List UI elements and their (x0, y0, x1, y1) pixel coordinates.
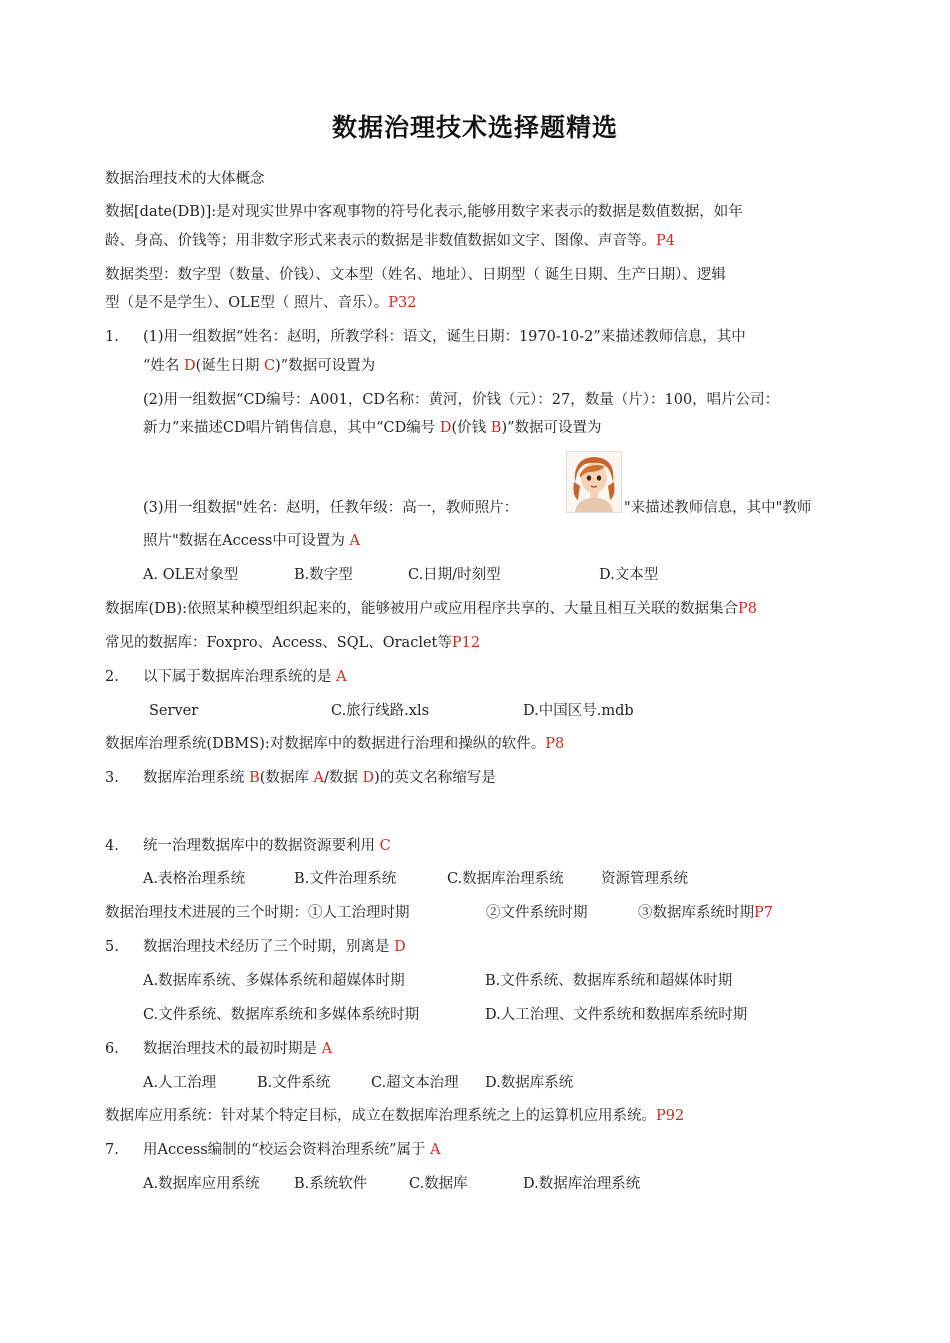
option: B.数字型 (294, 567, 353, 583)
q1-part3-line1-b: "来描述教师信息，其中"教师 (624, 500, 812, 516)
answer: D (362, 770, 375, 786)
option: B.文件治理系统 (294, 871, 397, 887)
stages-definition-a: 数据治理技术进展的三个时期：①人工治理时期 (105, 905, 410, 921)
option: D.数据库系统 (485, 1075, 574, 1091)
answer: B (249, 770, 260, 786)
dbms-definition: 数据库治理系统(DBMS):对数据库中的数据进行治理和操纵的软件。P8 (105, 736, 565, 752)
page-reference: P32 (388, 295, 417, 311)
answer: A (313, 770, 325, 786)
question-text: 数据治理技术经历了三个时期，别离是 D (143, 939, 406, 955)
answer: B (490, 420, 502, 436)
question-number: 3. (105, 770, 119, 786)
question-number: 1. (105, 329, 119, 345)
section-heading: 数据治理技术的大体概念 (105, 171, 265, 187)
teacher-photo-avatar (566, 451, 622, 513)
answer: D (439, 420, 452, 436)
answer: A (336, 669, 347, 685)
page-reference: P92 (656, 1108, 685, 1124)
option: A. OLE对象型 (143, 567, 239, 583)
question-number: 2. (105, 669, 119, 685)
answer: D (184, 358, 196, 374)
question-number: 4. (105, 838, 119, 854)
question-text: 数据库治理系统 B(数据库 A/数据 D)的英文名称缩写是 (143, 770, 496, 786)
question-number: 7. (105, 1142, 119, 1158)
option: 资源管理系统 (601, 871, 688, 887)
option: C.超文本治理 (371, 1075, 459, 1091)
page-reference: P8 (737, 601, 757, 617)
stages-definition-b: ②文件系统时期 (486, 905, 588, 921)
question-number: 5. (105, 939, 119, 955)
answer: A (321, 1041, 333, 1057)
option: B.系统软件 (294, 1176, 368, 1192)
data-types-line1: 数据类型：数字型（数量、价钱）、文本型（姓名、地址）、日期型（ 诞生日期、生产日期）、逻辑 (105, 267, 726, 283)
option: C.数据库治理系统 (447, 871, 564, 887)
common-databases: 常见的数据库：Foxpro、Access、SQL、Oraclet等P12 (105, 635, 481, 651)
page-reference: P4 (656, 233, 675, 249)
option: A.数据库应用系统 (143, 1176, 260, 1192)
page-reference: P7 (754, 905, 773, 921)
answer: A (430, 1142, 441, 1158)
option: D.人工治理、文件系统和数据库系统时期 (485, 1007, 748, 1023)
option: D.中国区号.mdb (523, 703, 634, 719)
option: C.数据库 (409, 1176, 468, 1192)
data-definition-line2: 龄、身高、价钱等；用非数字形式来表示的数据是非数值数据如文字、图像、声音等。P4 (105, 233, 675, 249)
answer: A (349, 533, 360, 549)
option: A.数据库系统、多媒体系统和超媒体时期 (143, 973, 405, 989)
option: D.文本型 (599, 567, 659, 583)
option: C.旅行线路.xls (331, 703, 430, 719)
database-definition: 数据库(DB):依照某种模型组织起来的，能够被用户或应用程序共享的、大量且相互关联的数据集合P8 (105, 601, 757, 617)
answer: C (263, 358, 276, 374)
question-number: 6. (105, 1041, 119, 1057)
option: C.日期/时刻型 (408, 567, 501, 583)
option: Server (149, 703, 199, 719)
q1-part1-line1: (1)用一组数据“姓名：赵明，所教学科：语文，诞生日期：1970-10-2”来描述教师信息，其中 (143, 329, 746, 345)
data-types-line2: 型（是不是学生）、OLE型（ 照片、音乐）。P32 (105, 295, 417, 311)
page-reference: P8 (545, 736, 565, 752)
document-title: 数据治理技术选择题精选 (331, 113, 618, 142)
stages-definition-c: ③数据库系统时期P7 (638, 905, 773, 921)
answer: D (394, 939, 406, 955)
page-reference: P12 (451, 635, 481, 651)
option: B.文件系统 (257, 1075, 331, 1091)
option: B.文件系统、数据库系统和超媒体时期 (485, 973, 733, 989)
option: A.人工治理 (143, 1075, 217, 1091)
application-system-definition: 数据库应用系统：针对某个特定目标，成立在数据库治理系统之上的运算机应用系统。P92 (105, 1108, 685, 1124)
answer: C (379, 838, 391, 854)
question-text: 用Access编制的“校运会资料治理系统”属于 A (143, 1142, 441, 1158)
q1-part2-line2: 新力”来描述CD唱片销售信息，其中“CD编号 D(价钱 B)”数据可设置为 (143, 420, 602, 436)
question-text: 以下属于数据库治理系统的是 A (143, 669, 347, 685)
q1-part1-line2: “姓名 D(诞生日期 C)”数据可设置为 (143, 358, 376, 374)
q1-part3-line1-a: (3)用一组数据"姓名：赵明，任教年级：高一，教师照片： (143, 500, 519, 516)
option: C.文件系统、数据库系统和多媒体系统时期 (143, 1007, 420, 1023)
question-text: 数据治理技术的最初时期是 A (143, 1041, 333, 1057)
q1-part2-line1: (2)用一组数据“CD编号：A001，CD名称：黄河，价钱（元）：27，数量（片）：100，唱片公司： (143, 392, 780, 408)
question-text: 统一治理数据库中的数据资源要利用 C (143, 838, 391, 854)
option: D.数据库治理系统 (523, 1176, 641, 1192)
option: A.表格治理系统 (143, 871, 246, 887)
data-definition-line1: 数据[date(DB)]:是对现实世界中客观事物的符号化表示,能够用数字来表示的数据是数值数据，如年 (105, 204, 743, 220)
q1-part3-line2: 照片"数据在Access中可设置为 A (143, 533, 360, 549)
